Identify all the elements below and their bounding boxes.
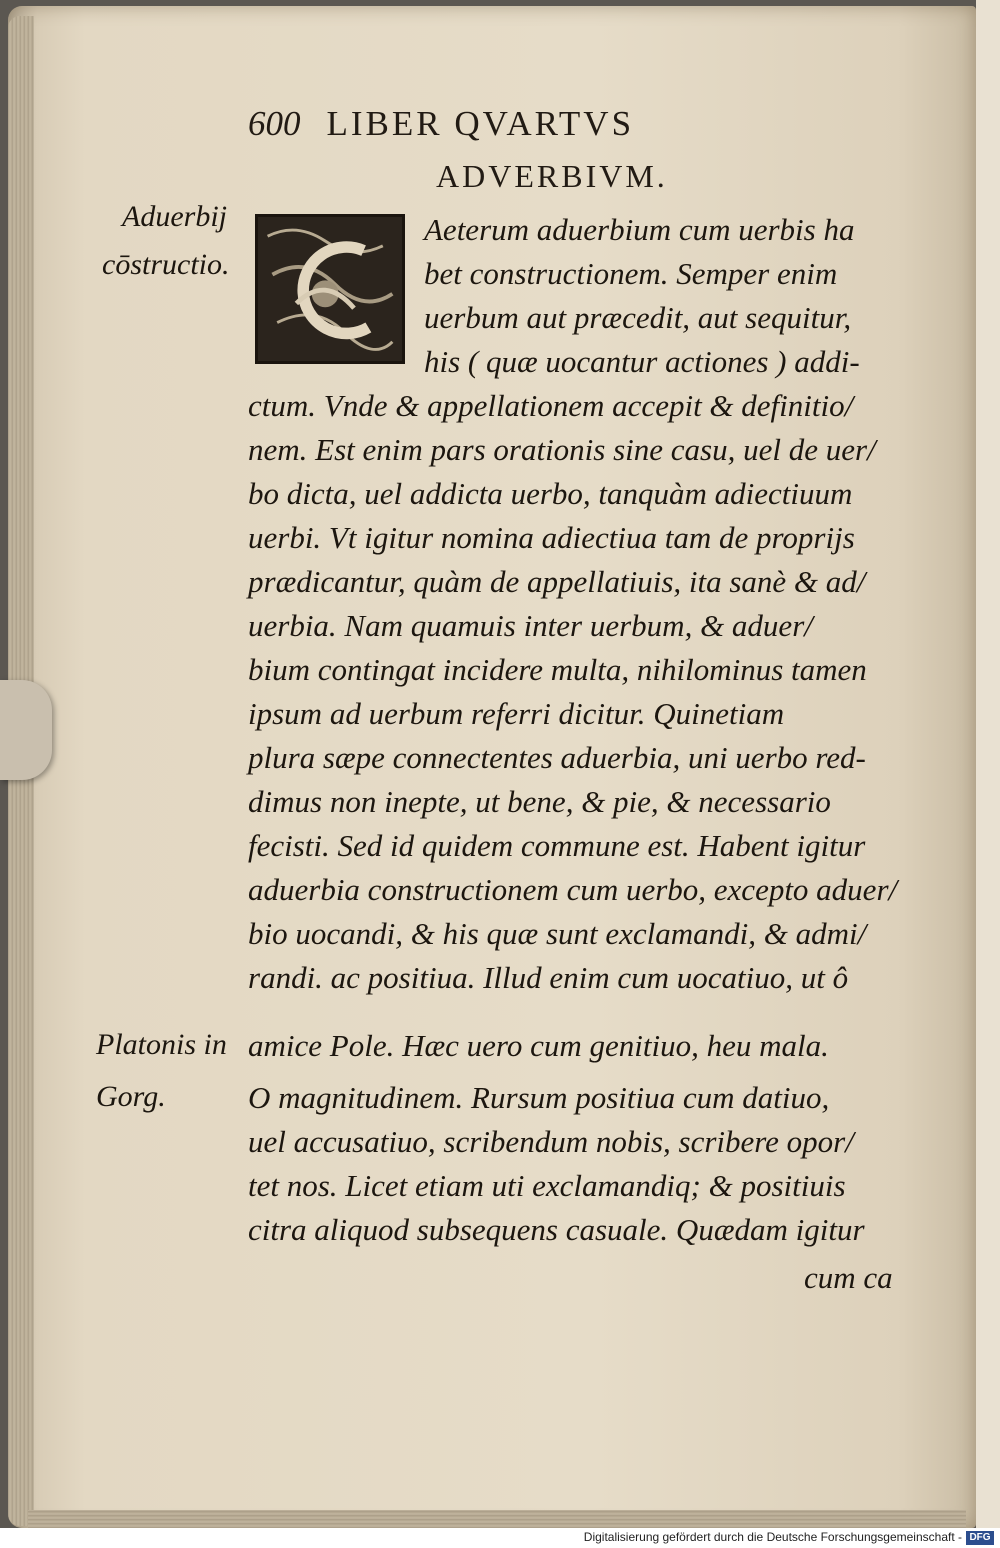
text-line: nem. Est enim pars orationis sine casu, uel de uer/: [248, 432, 876, 467]
text-line: fecisti. Sed id quidem commune est. Habent igitur: [248, 828, 866, 863]
dfg-logo-icon: DFG: [966, 1531, 994, 1545]
text-line: ipsum ad uerbum referri dicitur. Quinetiam: [248, 696, 785, 731]
text-line: tet nos. Licet etiam uti exclamandiq; & positiuis: [248, 1168, 846, 1203]
text-line: bo dicta, uel addicta uerbo, tanquàm adiectiuum: [248, 476, 853, 511]
running-title: LIBER QVARTVS: [326, 104, 635, 143]
margin-note: Platonis in: [96, 1028, 227, 1061]
page-bottom-edge: [28, 1510, 966, 1528]
page-tab: [0, 680, 52, 780]
text-line: bet constructionem. Semper enim: [424, 256, 838, 291]
text-line: uerbum aut præcedit, aut sequitur,: [424, 300, 852, 335]
margin-note: Aduerbij: [122, 200, 227, 233]
facing-page-strip: [976, 0, 1000, 1528]
margin-note: cōstructio.: [102, 248, 230, 281]
section-title: ADVERBIVM.: [436, 158, 668, 194]
catchword: cum ca: [804, 1260, 893, 1295]
text-line: plura sæpe connectentes aduerbia, uni uerbo red-: [248, 740, 866, 775]
woodcut-initial-icon: [258, 217, 402, 361]
text-line: dimus non inepte, ut bene, & pie, & necessario: [248, 784, 831, 819]
text-line: ctum. Vnde & appellationem accepit & definitio/: [248, 388, 854, 423]
text-line: O magnitudinem. Rursum positiua cum datiuo,: [248, 1080, 830, 1115]
text-line: Aeterum aduerbium cum uerbis ha: [424, 212, 855, 247]
text-line: aduerbia constructionem cum uerbo, excepto aduer/: [248, 872, 898, 907]
text-line: bium contingat incidere multa, nihilominus tamen: [248, 652, 867, 687]
text-line: citra aliquod subsequens casuale. Quædam igitur: [248, 1212, 865, 1247]
text-line: uerbi. Vt igitur nomina adiectiua tam de proprijs: [248, 520, 855, 555]
text-line: randi. ac positiua. Illud enim cum uocatiuo, ut ô: [248, 960, 849, 995]
text-line: prædicantur, quàm de appellatiuis, ita sanè & ad/: [248, 564, 866, 599]
funding-credit: Digitalisierung gefördert durch die Deutsche Forschungsgemeinschaft -: [583, 1530, 962, 1544]
margin-note: Gorg.: [96, 1080, 166, 1113]
text-line: uerbia. Nam quamuis inter uerbum, & aduer/: [248, 608, 813, 643]
text-line: his ( quæ uocantur actiones ) addi-: [424, 344, 860, 379]
running-header: [248, 104, 634, 144]
page-number: 600: [248, 104, 301, 143]
text-line: bio uocandi, & his quæ sunt exclamandi, & admi/: [248, 916, 867, 951]
text-line: amice Pole. Hæc uero cum genitiuo, heu mala.: [248, 1028, 829, 1063]
decorated-initial-c-icon: [255, 214, 405, 364]
text-line: uel accusatiuo, scribendum nobis, scribere opor/: [248, 1124, 854, 1159]
